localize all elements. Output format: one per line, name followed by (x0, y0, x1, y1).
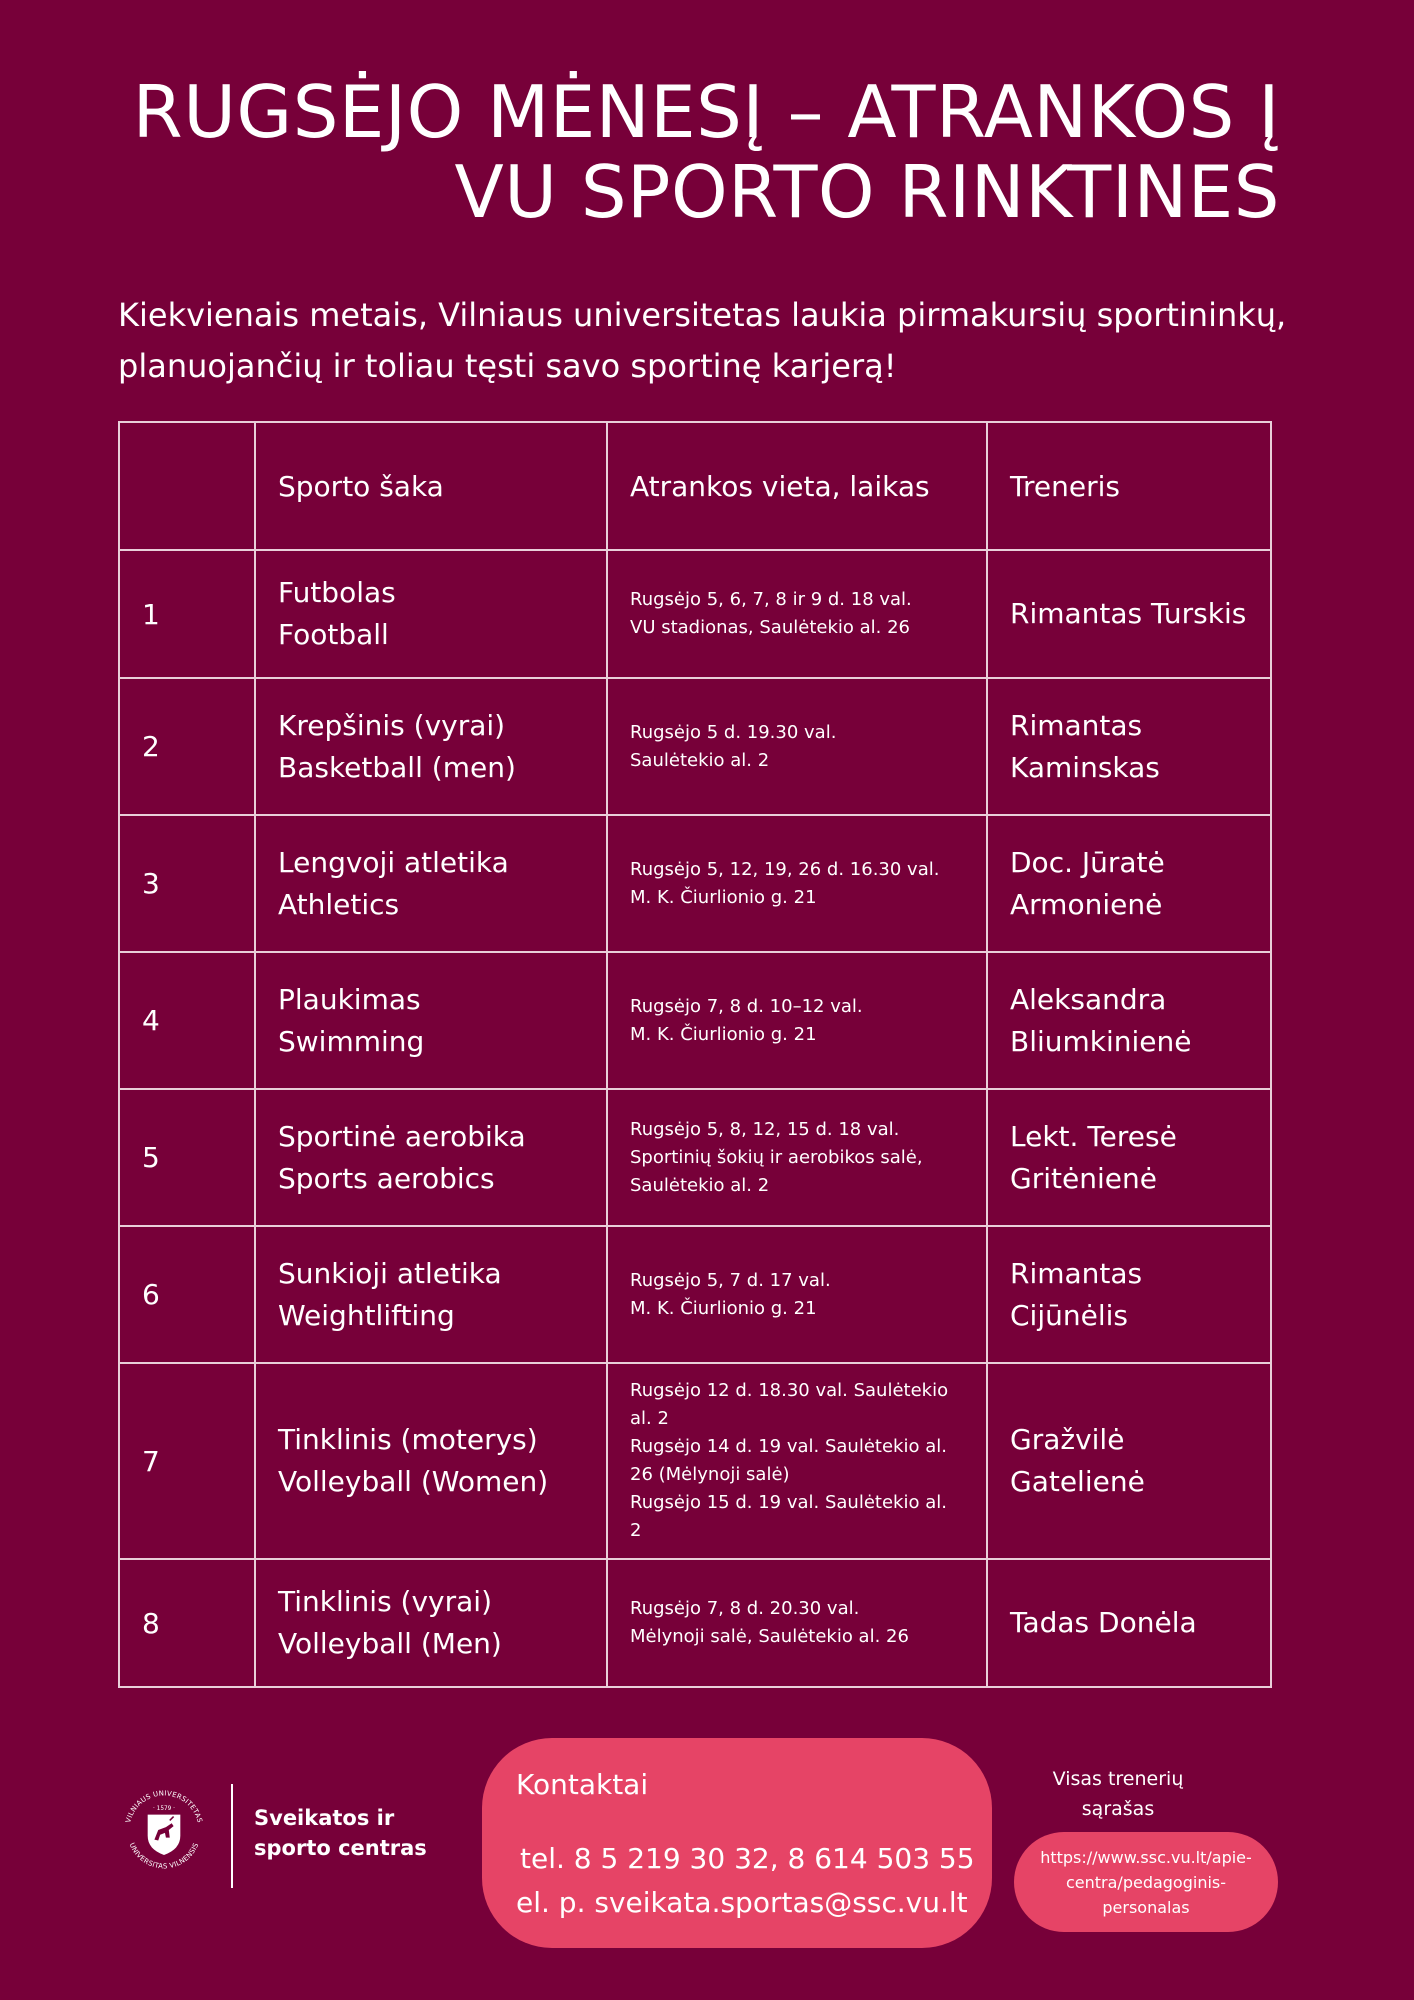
coach-cell (987, 1363, 1271, 1559)
place-line: Rugsėjo 14 d. 19 val. Saulėtekio al. 26 (Mėlynoji salė) (630, 1436, 947, 1485)
sport-cell (255, 1089, 607, 1226)
sport-cell (255, 815, 607, 952)
coach-line: Doc. Jūratė (1010, 845, 1165, 879)
coach-list-url-line: personalas (1102, 1897, 1190, 1917)
place-line: VU stadionas, Saulėtekio al. 26 (630, 617, 910, 638)
row-number: 6 (119, 1226, 255, 1363)
contacts-phone[interactable]: tel. 8 5 219 30 32, 8 614 503 55 (520, 1842, 975, 1875)
coach-line: Rimantas (1010, 708, 1143, 742)
sport-cell (255, 1559, 607, 1687)
contacts-title: Kontaktai (516, 1768, 649, 1801)
sport-name-lt: Sportinė aerobika (278, 1119, 526, 1153)
coach-list-link[interactable] (1014, 1832, 1278, 1932)
coach-list-url-line: https://www.ssc.vu.lt/apie- (1040, 1847, 1252, 1867)
coach-line: Rimantas (1010, 1256, 1143, 1290)
sport-name-en: Swimming (278, 1024, 425, 1058)
contacts-email[interactable]: el. p. sveikata.sportas@ssc.vu.lt (516, 1886, 968, 1919)
coach-list-label (1040, 1764, 1196, 1824)
coach-line: Gražvilė (1010, 1423, 1125, 1456)
row-number: 4 (119, 952, 255, 1089)
coach-list-label-line: sąrašas (1081, 1798, 1155, 1820)
table-row (119, 1559, 1271, 1687)
sport-cell (255, 952, 607, 1089)
coach-cell (987, 550, 1271, 678)
row-number: 1 (119, 550, 255, 678)
place-line: Saulėtekio al. 2 (630, 749, 770, 771)
coach-line: Gatelienė (1010, 1465, 1145, 1498)
intro-text: Kiekvienais metais, Vilniaus universitetas laukia pirmakursių sportininkų, planuojančių ir toliau tęsti savo sportinę karjerą! (118, 296, 1287, 385)
sport-name-lt: Tinklinis (moterys) (278, 1423, 538, 1456)
sport-name-en: Basketball (men) (278, 750, 516, 784)
sport-cell (255, 678, 607, 815)
coach-line: Aleksandra (1010, 982, 1167, 1016)
place-line: Rugsėjo 5 d. 19.30 val. (630, 721, 837, 743)
sport-name-en: Weightlifting (278, 1298, 455, 1332)
place-line: M. K. Čiurlionio g. 21 (630, 1023, 817, 1045)
place-line: Mėlynoji salė, Saulėtekio al. 26 (630, 1626, 909, 1647)
coach-line: Gritėnienė (1010, 1161, 1157, 1195)
page-title-line-1: RUGSĖJO MĖNESĮ – ATRANKOS Į (132, 70, 1280, 154)
place-line: Rugsėjo 5, 7 d. 17 val. (630, 1269, 831, 1291)
sport-name-lt: Plaukimas (278, 982, 421, 1016)
svg-text:UNIVERSITAS VILNENSIS: UNIVERSITAS VILNENSIS (127, 1841, 201, 1871)
place-line: M. K. Čiurlionio g. 21 (630, 886, 817, 908)
place-line: Sportinių šokių ir aerobikos salė, (630, 1146, 923, 1168)
header-number (119, 422, 255, 550)
sport-name-en: Athletics (278, 887, 400, 921)
coach-cell (987, 678, 1271, 815)
footer-divider (231, 1784, 233, 1888)
table-row (119, 1089, 1271, 1226)
coach-cell (987, 815, 1271, 952)
place-line: Rugsėjo 15 d. 19 val. Saulėtekio al. 2 (630, 1492, 947, 1541)
place-time-cell (607, 1559, 987, 1687)
sport-name-lt: Tinklinis (vyrai) (278, 1585, 492, 1618)
svg-text:· 1579 ·: · 1579 · (153, 1805, 175, 1812)
sport-name-lt: Futbolas (278, 576, 396, 609)
sports-centre-name (254, 1803, 454, 1863)
place-line: Rugsėjo 12 d. 18.30 val. Saulėtekio al. 2 (630, 1380, 949, 1429)
coach-line: Cijūnėlis (1010, 1298, 1128, 1332)
sport-name-lt: Lengvoji atletika (278, 845, 509, 879)
sport-name-en: Football (278, 618, 389, 651)
row-number: 2 (119, 678, 255, 815)
sport-name-en: Sports aerobics (278, 1161, 495, 1195)
place-line: Rugsėjo 5, 8, 12, 15 d. 18 val. (630, 1118, 900, 1140)
table-row (119, 550, 1271, 678)
place-time-cell (607, 952, 987, 1089)
place-line: Saulėtekio al. 2 (630, 1174, 770, 1196)
page-title (80, 72, 1280, 232)
sport-name-lt: Krepšinis (vyrai) (278, 708, 506, 742)
sport-name-en: Volleyball (Women) (278, 1465, 549, 1498)
coach-list-url-line: centra/pedagoginis- (1065, 1872, 1227, 1892)
svg-text:VILNIAUS UNIVERSITETAS: VILNIAUS UNIVERSITETAS (124, 1789, 204, 1824)
coach-list-label-line: Visas trenerių (1052, 1768, 1184, 1790)
row-number: 8 (119, 1559, 255, 1687)
coach-cell (987, 1089, 1271, 1226)
coach-line: Kaminskas (1010, 750, 1160, 784)
coach-line: Tadas Donėla (1010, 1606, 1197, 1639)
row-number: 7 (119, 1363, 255, 1559)
row-number: 3 (119, 815, 255, 952)
place-line: M. K. Čiurlionio g. 21 (630, 1297, 817, 1319)
coach-line: Armonienė (1010, 887, 1163, 921)
place-time-cell (607, 1363, 987, 1559)
tryouts-table (118, 421, 1272, 1688)
coach-cell (987, 952, 1271, 1089)
university-seal-logo (116, 1782, 212, 1878)
table-row (119, 678, 1271, 815)
centre-name-line: sporto centras (254, 1836, 427, 1860)
header-place-time: Atrankos vieta, laikas (607, 422, 987, 550)
table-row (119, 815, 1271, 952)
place-line: Rugsėjo 7, 8 d. 20.30 val. (630, 1598, 860, 1619)
table-row (119, 1226, 1271, 1363)
sport-cell (255, 1363, 607, 1559)
page-title-line-2: VU SPORTO RINKTINES (454, 150, 1280, 234)
sport-cell (255, 550, 607, 678)
place-time-cell (607, 1089, 987, 1226)
contacts-box (482, 1738, 992, 1948)
place-line: Rugsėjo 7, 8 d. 10–12 val. (630, 995, 863, 1017)
header-coach: Treneris (987, 422, 1271, 550)
sport-cell (255, 1226, 607, 1363)
table-row (119, 952, 1271, 1089)
place-time-cell (607, 550, 987, 678)
place-time-cell (607, 815, 987, 952)
row-number: 5 (119, 1089, 255, 1226)
place-line: Rugsėjo 5, 12, 19, 26 d. 16.30 val. (630, 858, 940, 880)
coach-cell (987, 1559, 1271, 1687)
place-time-cell (607, 678, 987, 815)
sport-name-lt: Sunkioji atletika (278, 1256, 502, 1290)
header-sport: Sporto šaka (255, 422, 607, 550)
table-header-row (119, 422, 1271, 550)
coach-line: Rimantas Turskis (1010, 597, 1247, 630)
centre-name-line: Sveikatos ir (254, 1806, 395, 1830)
place-line: Rugsėjo 5, 6, 7, 8 ir 9 d. 18 val. (630, 589, 912, 610)
coach-line: Bliumkinienė (1010, 1024, 1192, 1058)
table-row (119, 1363, 1271, 1559)
coach-line: Lekt. Teresė (1010, 1119, 1177, 1153)
sport-name-en: Volleyball (Men) (278, 1627, 502, 1660)
coach-cell (987, 1226, 1271, 1363)
place-time-cell (607, 1226, 987, 1363)
